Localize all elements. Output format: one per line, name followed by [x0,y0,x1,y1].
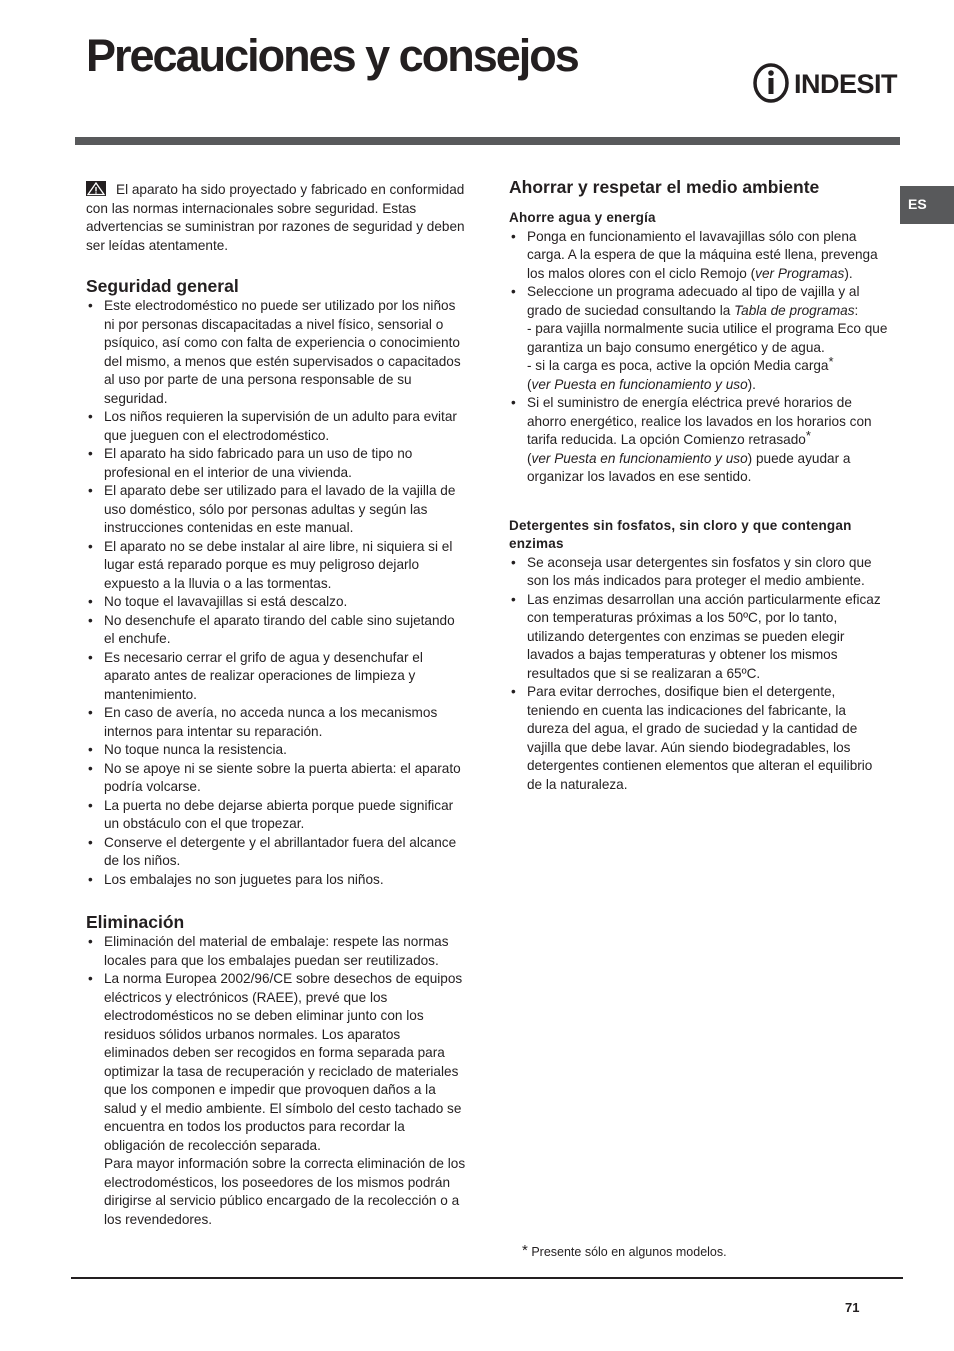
detergentes-list [509,554,889,795]
footnote-asterisk: * [522,1242,528,1259]
cross-reference: ver Puesta en funcionamiento y uso [531,450,748,466]
list-item: • Ponga en funcionamiento el lavavajillas sólo con plena carga. A la espera de que la máquina esté llena, prevenga los malos olores con el ciclo Remojo (ver Programas). [509,228,889,284]
language-tab: ES [900,186,954,224]
seguridad-list [86,297,466,889]
detergentes-subheading: Detergentes sin fosfatos, sin cloro y que contengan enzimas [509,517,852,551]
left-column [86,181,466,1229]
list-item: • El aparato debe ser utilizado para el lavado de la vajilla de uso doméstico, sólo por personas adultas y según las instrucciones contenidas en este manual. [86,482,466,538]
list-item: • No toque el lavavajillas si está descalzo. [86,593,466,612]
list-item: • Los niños requieren la supervisión de un adulto para evitar que jueguen con el electrodoméstico. [86,408,466,445]
asterisk-mark: * [805,428,811,443]
cross-reference: Tabla de programas [734,302,855,318]
list-item [86,970,466,1229]
footnote-text: Presente sólo en algunos modelos. [531,1245,727,1259]
seguridad-heading: Seguridad general [86,276,239,296]
list-item: • Se aconseja usar detergentes sin fosfatos y sin cloro que son los más indicados para proteger el medio ambiente. [509,554,889,591]
intro-paragraph [86,181,466,255]
list-item: • No se apoye ni se siente sobre la puerta abierta: el aparato podría volcarse. [86,760,466,797]
list-item: • Seleccione un programa adecuado al tipo de vajilla y al grado de suciedad consultando la Tabla de programas: - para vajilla normalmente sucia utilice el programa Eco que garantiza un bajo consumo energético y de agua. - si la carga es poca, active la opción Media carga* (ver Puesta en funcionamiento y uso). [509,283,889,394]
list-item: • No desenchufe el aparato tirando del cable sino sujetando el enchufe. [86,612,466,649]
indesit-logo [752,62,904,104]
cross-reference: ver Programas [755,265,845,281]
asterisk-mark: * [828,354,834,369]
list-item: • Para evitar derroches, dosifique bien el detergente, teniendo en cuenta las indicaciones del fabricante, la dureza del agua, el grado de suciedad y la cantidad de vajilla que debe lavar. Aún siendo biodegradables, los detergentes contienen elementos que alteran el equilibrio de la naturaleza. [509,683,889,794]
cross-reference: ver Puesta en funcionamiento y uso [531,376,748,392]
header-rule [75,137,900,145]
list-item: • El aparato no se debe instalar al aire libre, ni siquiera si el lugar está reparado porque es muy peligroso dejarlo expuesto a la lluvia o a las tormentas. [86,538,466,594]
svg-text:INDESIT: INDESIT [794,69,898,99]
footnote [522,1242,727,1259]
eliminacion-heading: Eliminación [86,912,185,932]
raee-text: La norma Europea 2002/96/CE sobre desechos de equipos eléctricos y electrónicos (RAEE), prevé que los electrodomésticos no se deben eliminar junto con los residuos sólidos urbanos normales. Los aparatos eliminados deben ser recogidos en forma separada para optimizar la tasa de recuperación y reciclado de materiales que los componen e impedir que provoquen daños a la salud y el medio ambiente. El símbolo del cesto tachado se encuentra en todos los productos para recordar la obligación de recolección separada. [104,971,463,1153]
intro-text: El aparato ha sido proyectado y fabricado en conformidad con las normas internacionales sobre seguridad. Estas advertencias se suministran por razones de seguridad y deben ser leídas atentamente. [86,182,465,253]
list-item: • El aparato ha sido fabricado para un uso de tipo no profesional en el interior de una vivienda. [86,445,466,482]
raee-extra-text: Para mayor información sobre la correcta eliminación de los electrodomésticos, los poseedores de los mismos podrán dirigirse al servicio público encargado de la recolección o a los revendedores. [104,1156,466,1227]
list-item: • No toque nunca la resistencia. [86,741,466,760]
ahorre-subheading: Ahorre agua y energía [509,210,656,225]
list-item: • Si el suministro de energía eléctrica prevé horarios de ahorro energético, realice los lavados en los horarios con tarifa reducida. La opción Comienzo retrasado* (ver Puesta en funcionamiento y uso) puede ayudar a organizar los lavados en ese sentido. [509,394,889,487]
right-column [509,176,889,794]
eliminacion-list [86,933,466,1229]
ahorre-list [509,228,889,487]
list-item: • La puerta no debe dejarse abierta porque puede significar un obstáculo con el que tropezar. [86,797,466,834]
warning-icon [86,181,106,196]
footer-rule [71,1277,903,1279]
list-item: • En caso de avería, no acceda nunca a los mecanismos internos para intentar su reparación. [86,704,466,741]
page-number: 71 [845,1300,860,1315]
list-item: • Eliminación del material de embalaje: respete las normas locales para que los embalajes puedan ser reutilizados. [86,933,466,970]
list-item: • Conserve el detergente y el abrillantador fuera del alcance de los niños. [86,834,466,871]
ahorrar-heading: Ahorrar y respetar el medio ambiente [509,177,820,197]
list-item: • Los embalajes no son juguetes para los niños. [86,871,466,890]
list-item: • Este electrodoméstico no puede ser utilizado por los niños ni por personas discapacitadas a nivel físico, sensorial o psíquico, así como con falta de experiencia o conocimiento del mismo, a menos que estén supervisados o capacitados al uso por parte de una persona responsable de su seguridad. [86,297,466,408]
list-item: • Las enzimas desarrollan una acción particularmente eficaz con temperaturas próximas a los 50ºC, por lo tanto, utilizando detergentes con enzimas se pueden elegir lavados a bajas temperaturas y obtener los mismos resultados que si se realizaran a 65ºC. [509,591,889,684]
page-title: Precauciones y consejos [86,30,578,81]
list-item: • Es necesario cerrar el grifo de agua y desenchufar el aparato antes de realizar operaciones de limpieza y mantenimiento. [86,649,466,705]
